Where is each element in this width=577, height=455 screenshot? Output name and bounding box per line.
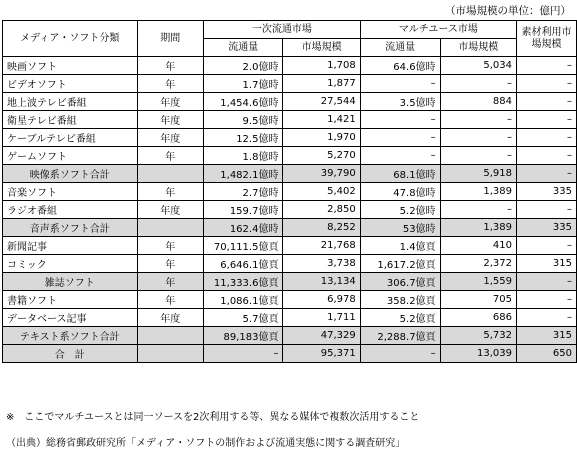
multiuse-size-cell: 1,389 [440,183,516,201]
period-cell [137,327,203,345]
primary-size-cell: 1,421 [283,111,360,129]
table-row [3,75,577,93]
category-cell: 雑誌ソフト [3,273,138,291]
period-cell: 年度 [137,309,203,327]
period-cell: 年 [137,183,203,201]
category-cell: ビデオソフト [3,75,138,93]
period-cell: 年 [137,147,203,165]
primary-volume-cell: 1,482.1億時 [204,165,283,183]
primary-volume-cell: 2.7億時 [204,183,283,201]
multiuse-volume-cell: 2,288.7億頁 [360,327,440,345]
category-cell: 新聞記事 [3,237,138,255]
primary-volume-cell: 6,646.1億頁 [204,255,283,273]
period-cell [137,345,203,363]
table-row [3,93,577,111]
primary-volume-cell: 1.7億時 [204,75,283,93]
primary-size-cell: 8,252 [283,219,360,237]
multiuse-size-cell: 686 [440,309,516,327]
material-size-cell: – [516,291,576,309]
primary-volume-cell: 89,183億頁 [204,327,283,345]
primary-size-cell: 6,978 [283,291,360,309]
category-cell: 地上波テレビ番組 [3,93,138,111]
material-size-cell: – [516,201,576,219]
primary-size-cell: 1,711 [283,309,360,327]
category-cell: コミック [3,255,138,273]
multiuse-volume-cell: 53億時 [360,219,440,237]
table-row [3,147,577,165]
table-body [3,57,577,363]
multiuse-size-cell: 1,389 [440,219,516,237]
table-row [3,255,577,273]
subtotal-row [3,327,577,345]
primary-volume-cell: 5.7億頁 [204,309,283,327]
material-size-cell: 335 [516,219,576,237]
primary-size-cell: 3,738 [283,255,360,273]
period-cell [137,165,203,183]
header-material-market: 素材利用市場規模 [516,21,576,57]
primary-size-cell: 13,134 [283,273,360,291]
category-cell: 音声系ソフト合計 [3,219,138,237]
primary-volume-cell: 11,333.6億頁 [204,273,283,291]
multiuse-volume-cell: – [360,75,440,93]
multiuse-volume-cell: 1,617.2億頁 [360,255,440,273]
header-multiuse-size: 市場規模 [440,39,516,57]
primary-volume-cell: 1.8億時 [204,147,283,165]
subtotal-row [3,165,577,183]
primary-size-cell: 47,329 [283,327,360,345]
subtotal-row [3,345,577,363]
table-row [3,309,577,327]
multiuse-volume-cell: 358.2億頁 [360,291,440,309]
multiuse-size-cell: 5,918 [440,165,516,183]
subtotal-row [3,219,577,237]
multiuse-size-cell: 705 [440,291,516,309]
multiuse-size-cell: – [440,75,516,93]
multiuse-volume-cell: 68.1億時 [360,165,440,183]
multiuse-size-cell: 884 [440,93,516,111]
primary-size-cell: 39,790 [283,165,360,183]
category-cell: 書籍ソフト [3,291,138,309]
multiuse-volume-cell: 3.5億時 [360,93,440,111]
multiuse-volume-cell: 47.8億時 [360,183,440,201]
multiuse-volume-cell: – [360,111,440,129]
period-cell: 年度 [137,111,203,129]
table-row [3,111,577,129]
primary-volume-cell: 9.5億時 [204,111,283,129]
material-size-cell: 315 [516,327,576,345]
period-cell: 年 [137,273,203,291]
multiuse-size-cell: 1,559 [440,273,516,291]
primary-volume-cell: 12.5億時 [204,129,283,147]
primary-volume-cell: 1,086.1億頁 [204,291,283,309]
table-row [3,201,577,219]
multiuse-size-cell: 410 [440,237,516,255]
period-cell: 年度 [137,93,203,111]
period-cell: 年 [137,75,203,93]
material-size-cell: 335 [516,183,576,201]
primary-volume-cell: 162.4億時 [204,219,283,237]
header-category: メディア・ソフト分類 [3,21,138,57]
primary-size-cell: 1,708 [283,57,360,75]
unit-note: （市場規模の単位：億円） [445,5,571,17]
primary-size-cell: 27,544 [283,93,360,111]
multiuse-size-cell: 2,372 [440,255,516,273]
primary-size-cell: 1,970 [283,129,360,147]
primary-volume-cell: 2.0億時 [204,57,283,75]
primary-size-cell: 95,371 [283,345,360,363]
subtotal-row [3,273,577,291]
primary-volume-cell: – [204,345,283,363]
header-primary-volume: 流通量 [204,39,283,57]
multiuse-size-cell: – [440,129,516,147]
table-row [3,291,577,309]
category-cell: ゲームソフト [3,147,138,165]
primary-size-cell: 2,850 [283,201,360,219]
header-period: 期間 [137,21,203,57]
period-cell: 年 [137,291,203,309]
material-size-cell: – [516,273,576,291]
material-size-cell: – [516,147,576,165]
multiuse-size-cell: – [440,147,516,165]
multiuse-volume-cell: 5.2億時 [360,201,440,219]
multiuse-size-cell: 13,039 [440,345,516,363]
category-cell: 映像系ソフト合計 [3,165,138,183]
material-size-cell: – [516,57,576,75]
primary-size-cell: 5,402 [283,183,360,201]
period-cell: 年 [137,255,203,273]
period-cell: 年度 [137,129,203,147]
material-size-cell: – [516,237,576,255]
header-primary-size: 市場規模 [283,39,360,57]
category-cell: 合 計 [3,345,138,363]
multiuse-volume-cell: 5.2億頁 [360,309,440,327]
header-multiuse-volume: 流通量 [360,39,440,57]
header-primary-market: 一次流通市場 [204,21,361,39]
material-size-cell: – [516,165,576,183]
table-row [3,129,577,147]
material-size-cell: – [516,309,576,327]
category-cell: データベース記事 [3,309,138,327]
material-size-cell: 650 [516,345,576,363]
multiuse-size-cell: 5,732 [440,327,516,345]
header-multiuse-market: マルチユース市場 [360,21,516,39]
period-cell: 年度 [137,201,203,219]
material-size-cell: – [516,75,576,93]
primary-size-cell: 21,768 [283,237,360,255]
multiuse-volume-cell: – [360,129,440,147]
category-cell: ケーブルテレビ番組 [3,129,138,147]
multiuse-volume-cell: – [360,345,440,363]
material-size-cell: – [516,111,576,129]
category-cell: 音楽ソフト [3,183,138,201]
primary-size-cell: 1,877 [283,75,360,93]
category-cell: ラジオ番組 [3,201,138,219]
period-cell: 年 [137,237,203,255]
material-size-cell: – [516,129,576,147]
footnote: ※ ここでマルチユースとは同一ソースを2次利用する等、異なる媒体で複数次活用すること [6,412,420,423]
multiuse-volume-cell: 306.7億頁 [360,273,440,291]
table-row [3,183,577,201]
table-row [3,57,577,75]
market-table [2,20,577,363]
multiuse-size-cell: – [440,111,516,129]
multiuse-volume-cell: 64.6億時 [360,57,440,75]
period-cell [137,219,203,237]
category-cell: 衛星テレビ番組 [3,111,138,129]
table-row [3,237,577,255]
primary-volume-cell: 70,111.5億頁 [204,237,283,255]
multiuse-size-cell: 5,034 [440,57,516,75]
multiuse-volume-cell: – [360,147,440,165]
material-size-cell: – [516,93,576,111]
primary-volume-cell: 1,454.6億時 [204,93,283,111]
category-cell: 映画ソフト [3,57,138,75]
source-note: （出典）総務省郵政研究所「メディア・ソフトの制作および流通実態に関する調査研究」 [6,438,406,449]
material-size-cell: 315 [516,255,576,273]
category-cell: テキスト系ソフト合計 [3,327,138,345]
primary-size-cell: 5,270 [283,147,360,165]
period-cell: 年 [137,57,203,75]
primary-volume-cell: 159.7億時 [204,201,283,219]
multiuse-volume-cell: 1.4億頁 [360,237,440,255]
multiuse-size-cell: – [440,201,516,219]
